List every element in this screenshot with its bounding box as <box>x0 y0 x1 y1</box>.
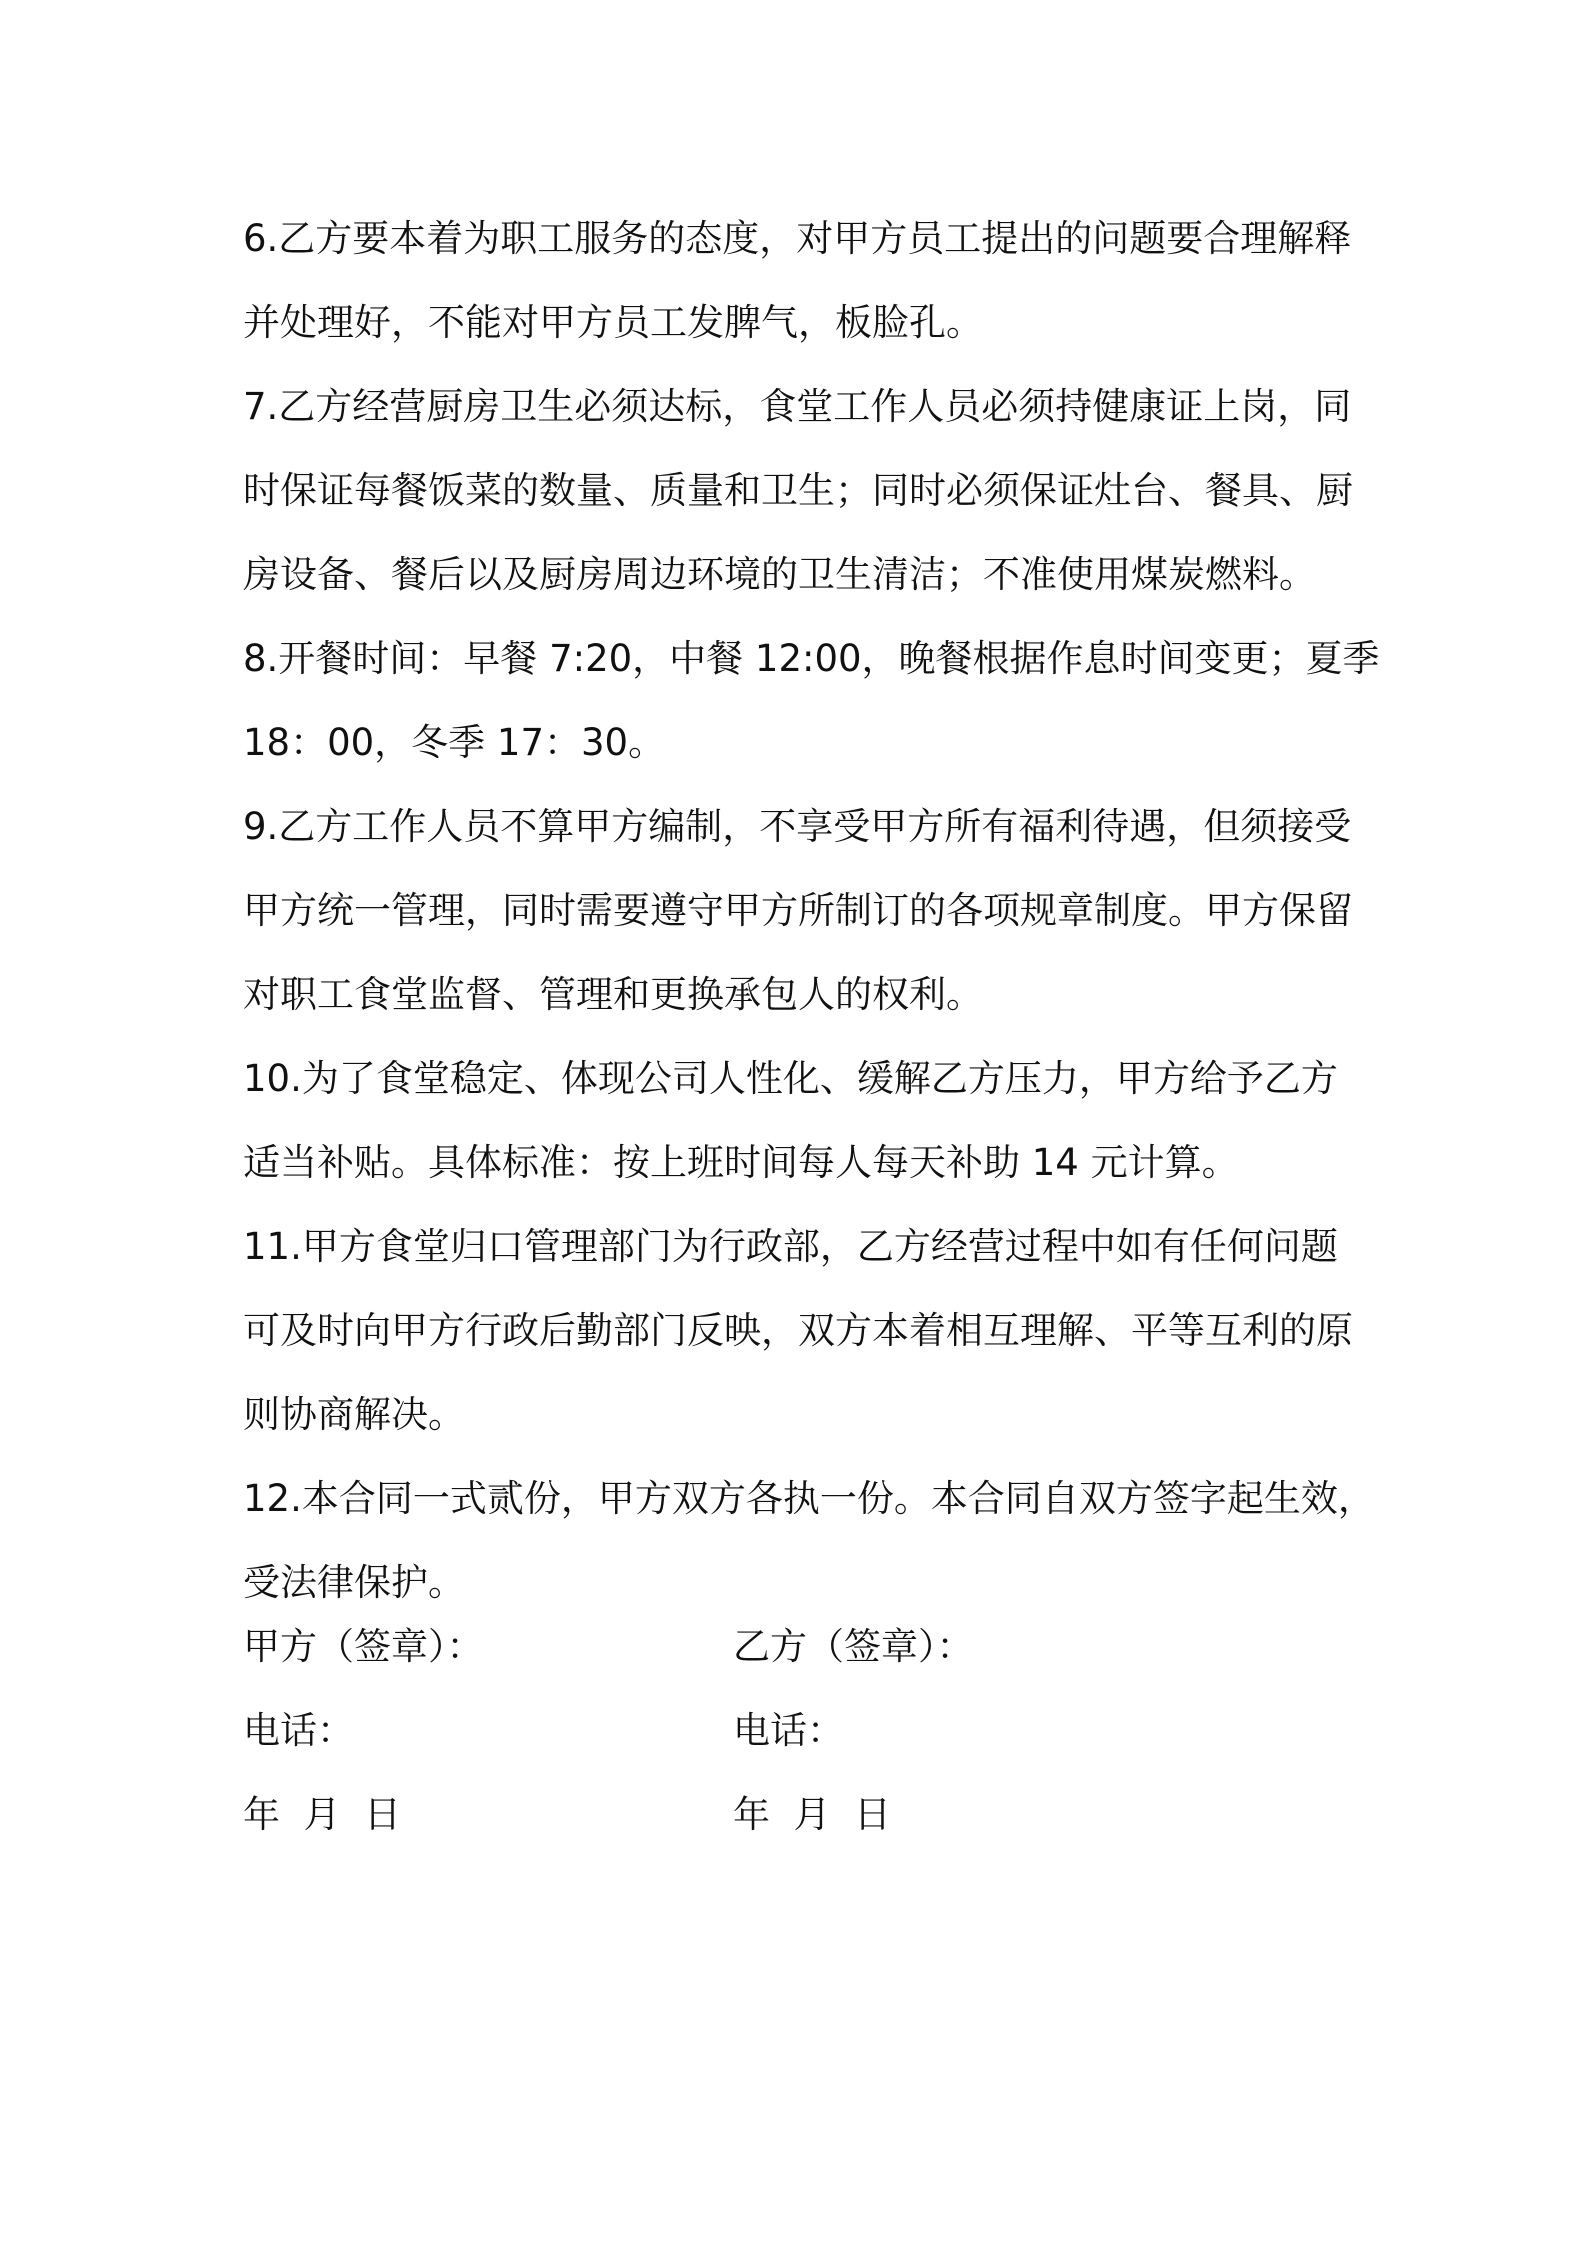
party-a-seal-label: 甲方（签章）： <box>243 1625 484 1668</box>
clause-9-line-1: 9.乙方工作人员不算甲方编制，不享受甲方所有福利待遇，但须接受 <box>243 805 1352 848</box>
clause-11-line-3: 则协商解决。 <box>243 1393 465 1436</box>
clause-10-line-1: 10.为了食堂稳定、体现公司人性化、缓解乙方压力，甲方给予乙方 <box>243 1057 1338 1100</box>
signature-block <box>243 1605 1363 1857</box>
party-b-phone-label: 电话： <box>733 1709 844 1752</box>
clause-6-line-2: 并处理好，不能对甲方员工发脾气，板脸孔。 <box>243 301 983 344</box>
contract-clauses <box>243 197 1380 1625</box>
clause-7-line-3: 房设备、餐后以及厨房周边环境的卫生清洁；不准使用煤炭燃料。 <box>243 553 1316 596</box>
clause-9-line-3: 对职工食堂监督、管理和更换承包人的权利。 <box>243 973 983 1016</box>
clause-7-line-2: 时保证每餐饭菜的数量、质量和卫生；同时必须保证灶台、餐具、厨 <box>243 469 1353 512</box>
party-b-seal-label: 乙方（签章）： <box>733 1625 974 1668</box>
signature-phone-row <box>243 1689 1363 1773</box>
clause-10-line-2: 适当补贴。具体标准：按上班时间每人每天补助 14 元计算。 <box>243 1141 1239 1184</box>
party-b-date-label: 年 月 日 <box>733 1793 892 1836</box>
clause-11-line-2: 可及时向甲方行政后勤部门反映，双方本着相互理解、平等互利的原 <box>243 1309 1353 1352</box>
signature-seal-row <box>243 1605 1363 1689</box>
clause-8-line-2: 18：00，冬季 17：30。 <box>243 721 666 764</box>
clause-7-line-1: 7.乙方经营厨房卫生必须达标，食堂工作人员必须持健康证上岗，同 <box>243 385 1352 428</box>
party-a-date-label: 年 月 日 <box>243 1793 402 1836</box>
clause-6-line-1: 6.乙方要本着为职工服务的态度，对甲方员工提出的问题要合理解释 <box>243 217 1352 260</box>
clause-12-line-2: 受法律保护。 <box>243 1561 465 1604</box>
clause-11-line-1: 11.甲方食堂归口管理部门为行政部，乙方经营过程中如有任何问题 <box>243 1225 1338 1268</box>
clause-12-line-1: 12.本合同一式贰份，甲方双方各执一份。本合同自双方签字起生效， <box>243 1477 1375 1520</box>
clause-9-line-2: 甲方统一管理，同时需要遵守甲方所制订的各项规章制度。甲方保留 <box>243 889 1353 932</box>
party-a-phone-label: 电话： <box>243 1709 354 1752</box>
signature-date-row <box>243 1773 1363 1857</box>
clause-8-line-1: 8.开餐时间：早餐 7:20，中餐 12:00，晚餐根据作息时间变更；夏季 <box>243 637 1380 680</box>
